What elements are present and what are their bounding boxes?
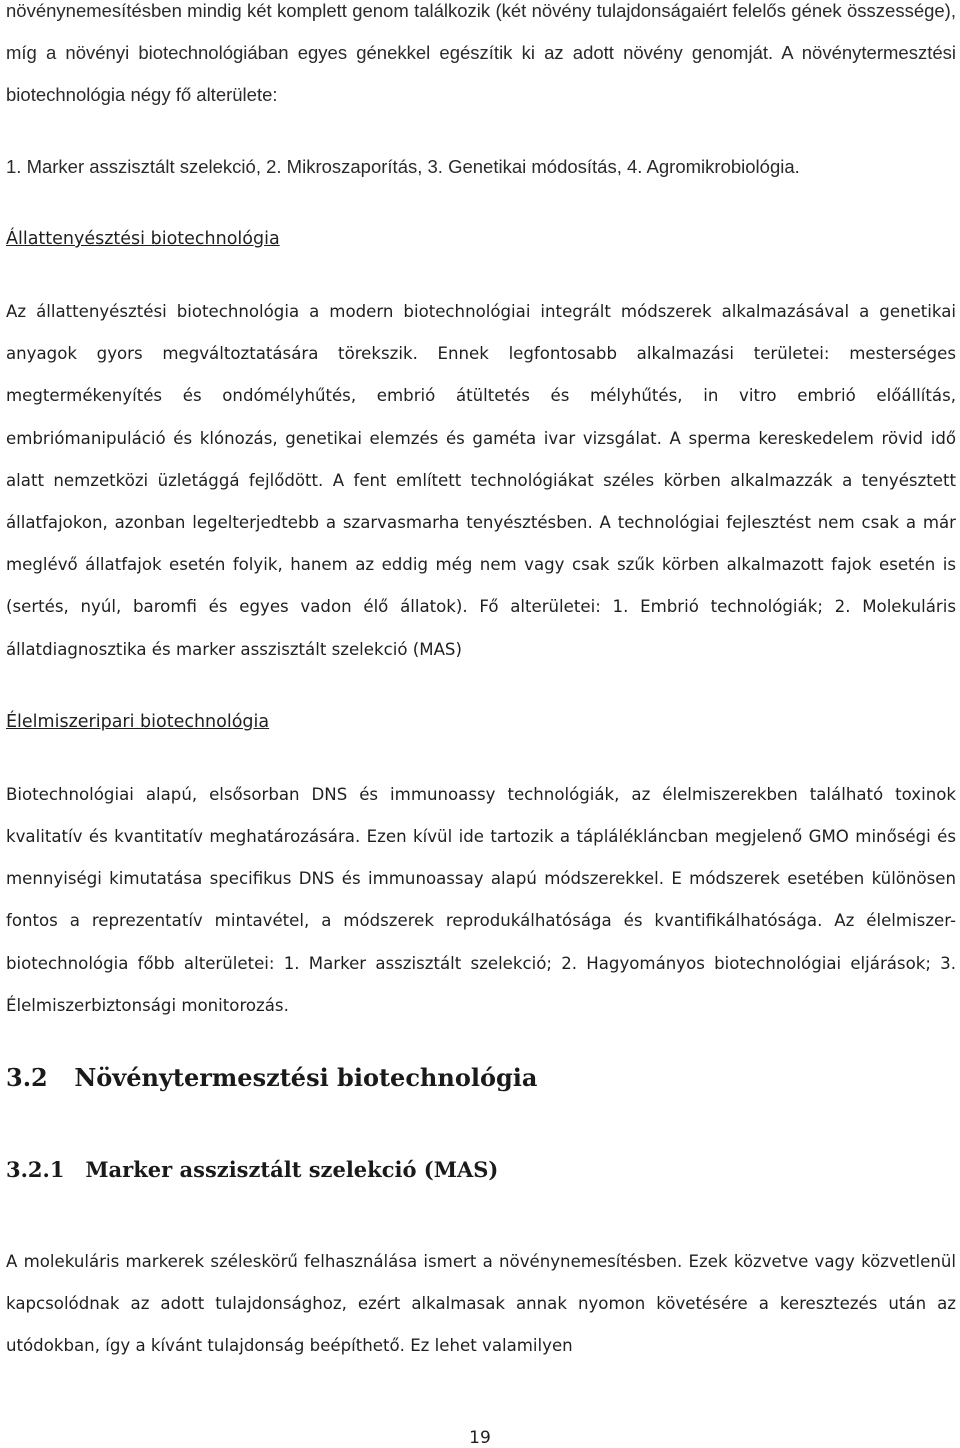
animal-biotech-paragraph: Az állattenyésztési biotechnológia a modern biotechnológiai integrált módszerek alkalmazásával a genetikai anyagok gyors megváltoztatására törekszik. Ennek legfontosabb alkalmazási területei: mesterséges megtermékenyítés és ondómélyhűtés, embrió átültetés és mélyhűtés, in vitro embrió előállítás, embriómanipuláció és klónozás, genetikai elemzés és gaméta ivar vizsgálat. A sperma kereskedelem rövid idő alatt nemzetközi üzletággá fejlődött. A fent említett technológiákat széles körben alkalmazzák a tenyésztett állatfajokon, azonban legelterjedtebb a szarvasmarha tenyésztésben. A technológiai fejlesztést nem csak a már meglévő állatfajok esetén folyik, hanem az eddig még nem vagy csak szűk körben alkalmazott fajok esetén is (sertés, nyúl, baromfi és egyes vadon élő állatok). Fő alterületei: 1. Embrió technológiák; 2. Molekuláris állatdiagnosztika és marker asszisztált szelekció (MAS): [6, 302, 956, 659]
document-page: [6, 0, 956, 1368]
section-number: 3.2: [6, 1063, 48, 1093]
subsection-number: 3.2.1: [6, 1157, 65, 1183]
intro-paragraph: növénynemesítésben mindig két komplett genom találkozik (két növény tulajdonságaiért felelős gének összessége), míg a növényi biotechnológiában egyes génekkel egészítik ki az adott növény genomját. A növénytermesztési biotechnológia négy fő alterülete:: [6, 0, 956, 105]
section-heading-3-2: [6, 1057, 956, 1099]
food-biotech-paragraph: Biotechnológiai alapú, elsősorban DNS és immunoassy technológiák, az élelmiszerekben található toxinok kvalitatív és kvantitatív meghatározására. Ezen kívül ide tartozik a táplálékláncban megjelenő GMO minőségi és mennyiségi kimutatása specifikus DNS és immunoassay alapú módszerekkel. E módszerek esetében különösen fontos a reprezentatív mintavétel, a módszerek reprodukálhatósága és kvantifikálhatósága. Az élelmiszer-biotechnológia főbb alterületei: 1. Marker asszisztált szelekció; 2. Hagyományos biotechnológiai eljárások; 3. Élelmiszerbiztonsági monitorozás.: [6, 784, 956, 1015]
section-title: Növénytermesztési biotechnológia: [74, 1063, 538, 1093]
food-biotech-heading: Élelmiszeripari biotechnológia: [6, 711, 270, 732]
section-heading-3-2-1: [6, 1149, 956, 1191]
mas-paragraph: A molekuláris markerek széleskörű felhasználása ismert a növénynemesítésben. Ezek közvetve vagy közvetlenül kapcsolódnak az adott tulajdonsághoz, ezért alkalmasak annak nyomon követésére a keresztezés után az utódokban, így a kívánt tulajdonság beépíthető. Ez lehet valamilyen: [6, 1252, 956, 1356]
animal-biotech-heading: Állattenyésztési biotechnológia: [6, 229, 280, 249]
subsection-title: Marker asszisztált szelekció (MAS): [85, 1157, 499, 1183]
plant-subareas-line: 1. Marker asszisztált szelekció, 2. Mikroszaporítás, 3. Genetikai módosítás, 4. Agromikrobiológia.: [6, 156, 800, 177]
page-number: 19: [469, 1428, 491, 1448]
